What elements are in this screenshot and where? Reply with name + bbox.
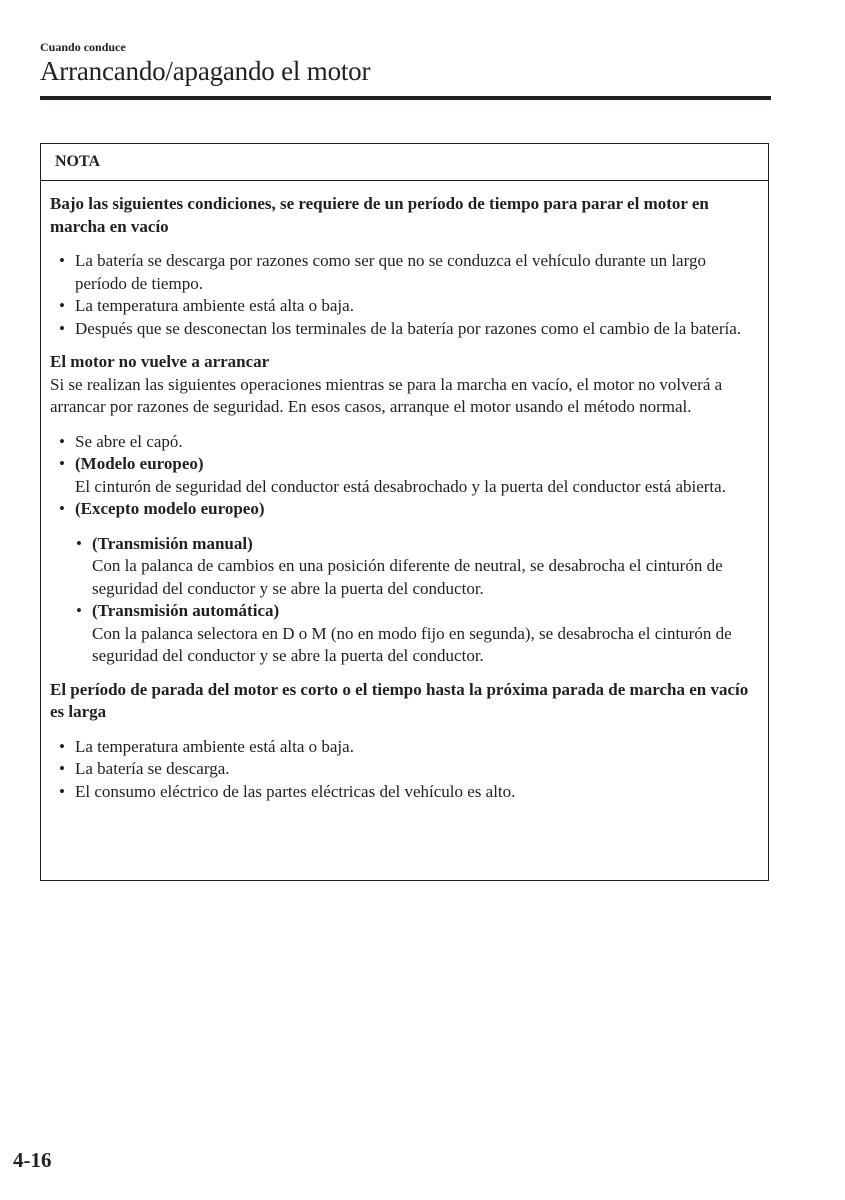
bullet-icon: • — [59, 499, 65, 518]
bullet-icon: • — [76, 533, 82, 553]
section-title: Bajo las siguientes condiciones, se requiere de un período de tiempo para parar el motor en marcha en vacío — [50, 194, 709, 236]
list-item-label: (Transmisión automática) — [92, 601, 280, 620]
list-item — [50, 318, 760, 341]
sub-list-item — [50, 600, 760, 668]
bullet-list — [50, 431, 760, 521]
bullet-icon: • — [76, 601, 82, 620]
list-item — [50, 758, 760, 781]
list-item-text: Con la palanca de cambios en una posición diferente de neutral, se desabrocha el cinturón de seguridad del conductor y se abre la puerta del conductor. — [92, 556, 723, 598]
bullet-icon: • — [59, 759, 65, 778]
page-number: 4-16 — [13, 1148, 52, 1172]
list-item-text: Después que se desconectan los terminales de la batería por razones como el cambio de la batería. — [75, 318, 742, 338]
section-title: El motor no vuelve a arrancar — [50, 352, 270, 371]
sub-list-item — [50, 533, 760, 601]
title-divider — [40, 96, 771, 100]
bullet-icon: • — [59, 431, 65, 451]
list-item — [50, 453, 760, 498]
list-item-text: La batería se descarga por razones como ser que no se conduzca el vehículo durante un largo período de tiempo. — [75, 251, 706, 293]
list-item — [50, 781, 760, 804]
list-item — [50, 250, 760, 295]
section-title: El período de parada del motor es corto o el tiempo hasta la próxima parada de marcha en vacío es larga — [50, 679, 749, 721]
list-item-label: (Modelo europeo) — [75, 454, 204, 473]
bullet-icon: • — [59, 318, 65, 338]
list-item-text: La temperatura ambiente está alta o baja. — [75, 736, 354, 756]
list-item — [50, 498, 760, 521]
bullet-icon: • — [59, 296, 65, 315]
list-item-text: Se abre el capó. — [75, 431, 183, 451]
list-item — [50, 295, 760, 318]
list-item — [50, 736, 760, 759]
sub-bullet-list — [50, 533, 760, 668]
note-box — [40, 143, 769, 881]
list-item-text: La batería se descarga. — [75, 759, 230, 778]
list-item-text: El consumo eléctrico de las partes eléctricas del vehículo es alto. — [75, 781, 516, 801]
section-header: Cuando conduce — [40, 40, 126, 54]
list-item-text: El cinturón de seguridad del conductor está desabrochado y la puerta del conductor está abierta. — [75, 476, 726, 496]
bullet-list — [50, 736, 760, 804]
bullet-icon: • — [59, 781, 65, 801]
bullet-icon: • — [59, 251, 65, 270]
list-item — [50, 431, 760, 454]
list-item-text: La temperatura ambiente está alta o baja. — [75, 296, 354, 315]
note-body — [41, 181, 768, 803]
list-item-text: Con la palanca selectora en D o M (no en modo fijo en segunda), se desabrocha el cinturón de seguridad del conductor y se abre la puerta del conductor. — [92, 623, 732, 665]
bullet-icon: • — [59, 736, 65, 756]
page-title: Arrancando/apagando el motor — [40, 56, 371, 86]
bullet-list — [50, 250, 760, 340]
list-item-label: (Excepto modelo europeo) — [75, 499, 265, 518]
note-label: NOTA — [41, 144, 768, 181]
section-paragraph: Si se realizan las siguientes operaciones mientras se para la marcha en vacío, el motor no volverá a arrancar por razones de seguridad. En esos casos, arranque el motor usando el método normal. — [50, 374, 723, 416]
bullet-icon: • — [59, 454, 65, 473]
list-item-label: (Transmisión manual) — [92, 533, 253, 553]
